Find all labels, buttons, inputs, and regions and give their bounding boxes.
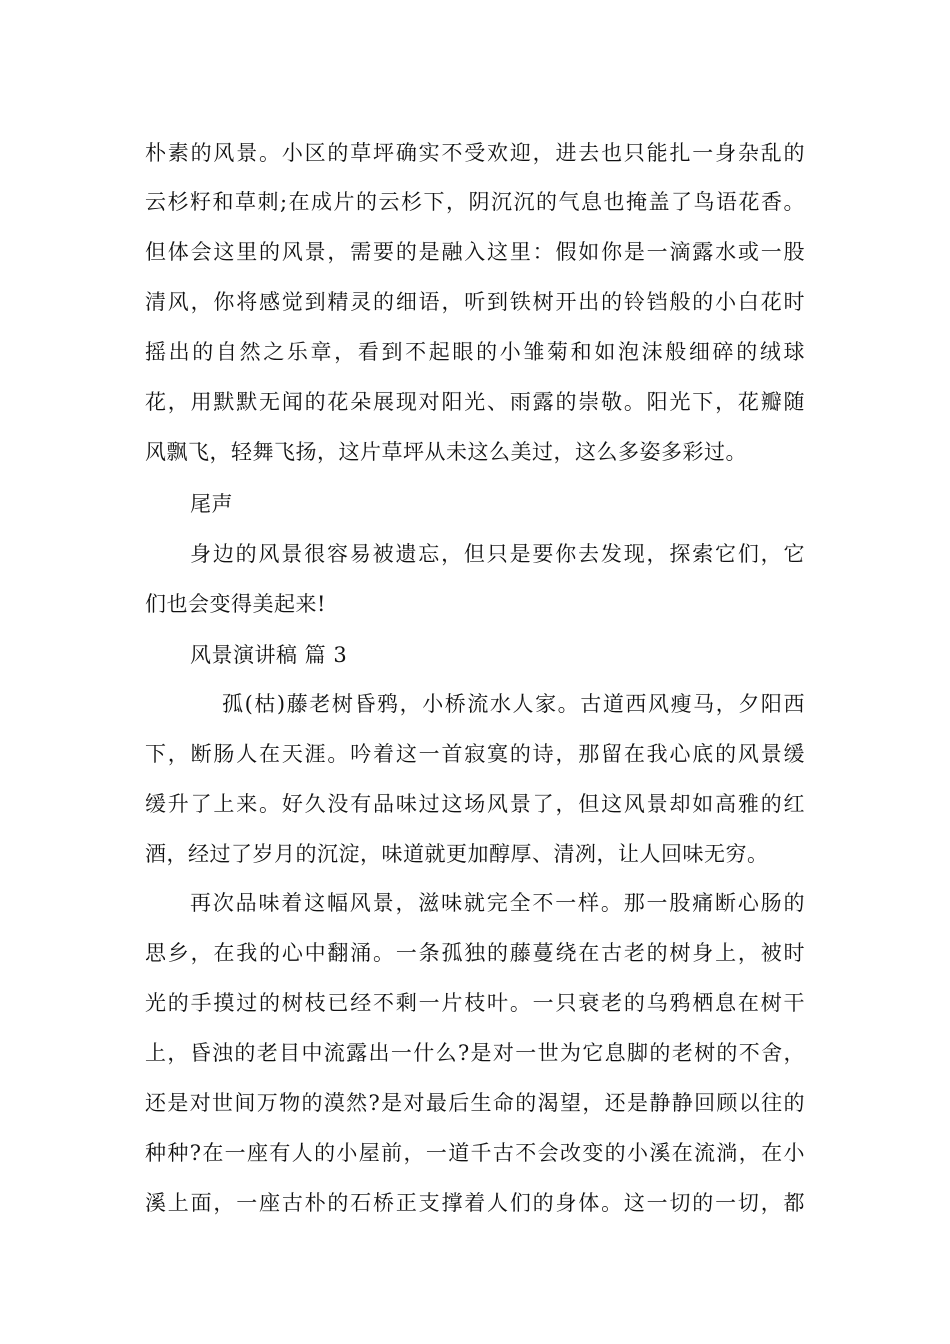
text-line: 风飘飞，轻舞飞扬，这片草坪从未这么美过，这么多姿多彩过。 (145, 440, 747, 464)
text-line: 酒，经过了岁月的沉淀，味道就更加醇厚、清冽，让人回味无穷。 (145, 842, 769, 866)
text-line: 上，昏浊的老目中流露出一什么?是对一世为它息脚的老树的不舍， (145, 1041, 805, 1065)
text-line: 种种?在一座有人的小屋前，一道千古不会改变的小溪在流淌，在小 (145, 1141, 805, 1165)
text-line: 花，用默默无闻的花朵展现对阳光、雨露的崇敬。阳光下，花瓣随 (145, 390, 805, 414)
text-line: 云杉籽和草刺;在成片的云杉下，阴沉沉的气息也掩盖了鸟语花香。 (145, 190, 805, 214)
text-line: 身边的风景很容易被遗忘，但只是要你去发现，探索它们，它 (190, 542, 805, 566)
text-line: 但体会这里的风景，需要的是融入这里：假如你是一滴露水或一股 (145, 240, 805, 264)
text-line: 缓升了上来。好久没有品味过这场风景了，但这风景却如高雅的红 (145, 792, 805, 816)
section-title: 风景演讲稿 篇 3 (190, 643, 348, 667)
section-heading: 尾声 (190, 492, 233, 516)
text-line: 下，断肠人在天涯。吟着这一首寂寞的诗，那留在我心底的风景缓 (145, 742, 805, 766)
text-line: 孤(枯)藤老树昏鸦，小桥流水人家。古道西风瘦马，夕阳西 (222, 692, 805, 716)
text-line: 溪上面，一座古朴的石桥正支撑着人们的身体。这一切的一切，都 (145, 1191, 805, 1215)
text-line: 们也会变得美起来! (145, 592, 326, 616)
text-line: 光的手摸过的树枝已经不剩一片枝叶。一只衰老的乌鸦栖息在树干 (145, 991, 805, 1015)
text-line: 还是对世间万物的漠然?是对最后生命的渴望，还是静静回顾以往的 (145, 1091, 805, 1115)
text-line: 再次品味着这幅风景，滋味就完全不一样。那一股痛断心肠的 (190, 891, 805, 915)
text-line: 思乡，在我的心中翻涌。一条孤独的藤蔓绕在古老的树身上，被时 (145, 941, 805, 965)
text-line: 清风，你将感觉到精灵的细语，听到铁树开出的铃铛般的小白花时 (145, 290, 805, 314)
text-line: 朴素的风景。小区的草坪确实不受欢迎，进去也只能扎一身杂乱的 (145, 141, 805, 165)
text-line: 摇出的自然之乐章，看到不起眼的小雏菊和如泡沫般细碎的绒球 (145, 340, 805, 364)
